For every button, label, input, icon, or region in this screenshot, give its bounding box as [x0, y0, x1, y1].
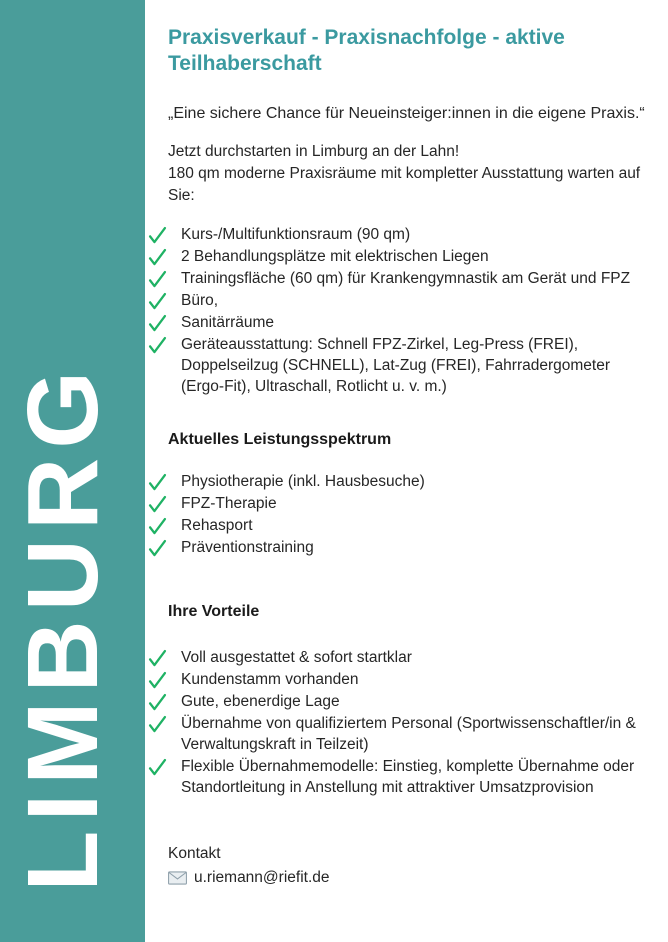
vertical-city-text: LIMBURG: [7, 362, 119, 892]
check-icon: [147, 472, 168, 493]
list-item: [168, 290, 656, 312]
check-icon: [147, 538, 168, 559]
main-content: [168, 0, 656, 889]
vorteile-list: [168, 647, 656, 799]
list-item: [168, 268, 656, 290]
teal-band: [0, 0, 145, 942]
list-item: [168, 493, 656, 515]
features-list: [168, 224, 656, 398]
list-item-label: Übernahme von qualifiziertem Personal (Sportwissenschaftler/in & Verwaltungskraft in Teilzeit): [181, 714, 636, 754]
contact-email-row: [168, 867, 656, 889]
list-item-label: Büro,: [181, 291, 219, 309]
list-item-label: Geräteausstattung: Schnell FPZ-Zirkel, Leg-Press (FREI), Doppelseilzug (SCHNELL), Lat-Zug (FREI), Fahrradergometer (Ergo-Fit), Ultraschall, Rotlicht u. v. m.): [181, 335, 610, 396]
list-item-label: Gute, ebenerdige Lage: [181, 692, 340, 710]
check-icon: [147, 757, 168, 778]
list-item-label: Physiotherapie (inkl. Hausbesuche): [181, 472, 425, 490]
check-icon: [147, 225, 168, 246]
list-item-label: Voll ausgestattet & sofort startklar: [181, 648, 412, 666]
quote-line: „Eine sichere Chance für Neueinsteiger:innen in die eigene Praxis.“: [168, 104, 645, 122]
intro-line-1: Jetzt durchstarten in Limburg an der Lahn!: [168, 142, 460, 160]
list-item-label: FPZ-Therapie: [181, 494, 277, 512]
check-icon: [147, 494, 168, 515]
intro-paragraph: [168, 141, 656, 207]
list-item: [168, 713, 656, 756]
check-icon: [147, 714, 168, 735]
list-item-label: Präventionstraining: [181, 538, 314, 556]
list-item-label: 2 Behandlungsplätze mit elektrischen Liegen: [181, 247, 489, 265]
list-item-label: Kundenstamm vorhanden: [181, 670, 359, 688]
contact-email[interactable]: u.riemann@riefit.de: [194, 869, 330, 887]
section-heading-vorteile: Ihre Vorteile: [168, 602, 260, 620]
check-icon: [147, 670, 168, 691]
section-heading-leistungsspektrum: Aktuelles Leistungsspektrum: [168, 430, 392, 448]
check-icon: [147, 648, 168, 669]
intro-line-2: 180 qm moderne Praxisräume mit kompletter Ausstattung warten auf Sie:: [168, 164, 641, 204]
list-item: [168, 537, 656, 559]
list-item: [168, 224, 656, 246]
check-icon: [147, 516, 168, 537]
list-item-label: Flexible Übernahmemodelle: Einstieg, komplette Übernahme oder Standortleitung in Anstellung mit attraktiver Umsatzprovision: [181, 757, 635, 796]
list-item: [168, 312, 656, 334]
list-item: [168, 756, 656, 799]
contact-section: [168, 843, 656, 889]
list-item: [168, 691, 656, 713]
list-item-label: Trainingsfläche (60 qm) für Krankengymnastik am Gerät und FPZ: [181, 269, 631, 287]
list-item: [168, 647, 656, 669]
leistungsspektrum-list: [168, 471, 656, 559]
check-icon: [147, 269, 168, 290]
check-icon: [147, 335, 168, 356]
check-icon: [147, 313, 168, 334]
list-item-label: Rehasport: [181, 516, 253, 534]
list-item-label: Sanitärräume: [181, 313, 275, 331]
list-item: [168, 515, 656, 537]
contact-heading: Kontakt: [168, 845, 221, 863]
list-item: [168, 471, 656, 493]
list-item: [168, 334, 656, 398]
list-item: [168, 246, 656, 268]
list-item: [168, 669, 656, 691]
envelope-icon: [168, 871, 187, 885]
list-item-label: Kurs-/Multifunktionsraum (90 qm): [181, 225, 411, 243]
check-icon: [147, 247, 168, 268]
check-icon: [147, 692, 168, 713]
check-icon: [147, 291, 168, 312]
page-title: Praxisverkauf - Praxisnachfolge - aktive Teilhaberschaft: [168, 26, 565, 76]
